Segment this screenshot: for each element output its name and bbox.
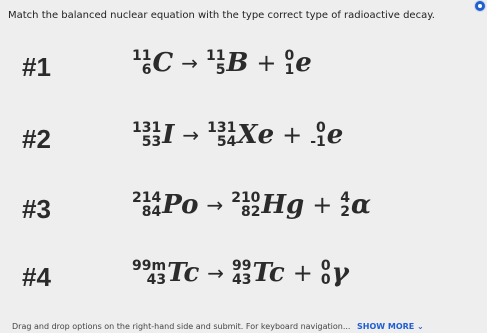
emitted-particle [285,48,312,78]
mass-number: 11 [132,47,152,64]
atomic-number: 6 [141,61,152,78]
equation-number: #3 [22,194,51,224]
atomic-number: 53 [141,133,162,150]
reactant-nuclide [132,190,198,220]
mass-number: 131 [132,119,162,136]
element-symbol: C [152,48,174,78]
mass-number: 0 [284,47,295,64]
nuclear-equation [132,190,371,220]
arrow-icon: → [207,261,225,285]
element-symbol: Po [162,190,199,220]
particle-symbol: e [326,120,344,150]
equation-row-3 [0,178,487,238]
equation-row-4 [0,248,487,308]
equation-row-2 [0,108,487,168]
mass-number: 99m [132,257,167,274]
product-nuclide [232,258,285,288]
element-symbol: Tc [252,258,285,288]
product-nuclide [206,48,248,78]
emitted-particle [321,258,349,288]
atomic-number: 54 [216,133,237,150]
plus-sign: + [312,191,333,219]
element-symbol: Xe [237,120,275,150]
element-symbol: Tc [167,258,200,288]
particle-symbol: e [295,48,312,78]
atomic-number: -1 [310,133,326,150]
atomic-number: 82 [240,203,261,220]
emitted-particle [340,190,371,220]
atomic-number: 0 [320,271,331,288]
atomic-number: 43 [232,271,252,288]
mass-number: 99 [232,257,252,274]
mass-number: 214 [132,189,162,206]
atomic-number: 1 [284,61,295,78]
nuclear-equation [132,120,343,150]
equation-number: #4 [22,262,51,292]
mass-number: 131 [207,119,237,136]
mass-number: 4 [340,189,351,206]
plus-sign: + [256,49,277,77]
reactant-nuclide [132,258,199,288]
atomic-number: 2 [340,203,351,220]
equation-number: #1 [22,52,51,82]
atomic-number: 5 [215,61,226,78]
atomic-number: 43 [146,271,167,288]
nuclear-equation [132,258,349,288]
equation-row-1 [0,38,487,98]
mass-number: 0 [316,119,326,136]
element-symbol: B [226,48,249,78]
mass-number: 11 [205,47,226,64]
arrow-icon: → [182,123,200,147]
mass-number: 0 [320,257,331,274]
show-more-link[interactable]: SHOW MORE ⌄ [357,322,424,331]
reactant-nuclide [132,48,173,78]
arrow-icon: → [206,193,224,217]
particle-symbol: γ [331,258,349,288]
instruction-text: Match the balanced nuclear equation with the type correct type of radioactive decay. [8,10,435,21]
product-nuclide [207,120,274,150]
product-nuclide [231,190,304,220]
plus-sign: + [282,121,303,149]
mass-number: 210 [231,189,261,206]
plus-sign: + [292,259,313,287]
emitted-particle [310,120,343,150]
footer-instructions [12,322,424,331]
arrow-icon: → [181,51,198,75]
particle-symbol: α [351,190,372,220]
nuclear-equation [132,48,312,78]
atomic-number: 84 [141,203,162,220]
element-symbol: Hg [261,190,305,220]
equation-number: #2 [22,124,51,154]
footer-text: Drag and drop options on the right-hand side and submit. For keyboard navigation... [12,322,351,331]
reactant-nuclide [132,120,174,150]
info-button[interactable] [474,0,486,12]
element-symbol: I [162,120,175,150]
